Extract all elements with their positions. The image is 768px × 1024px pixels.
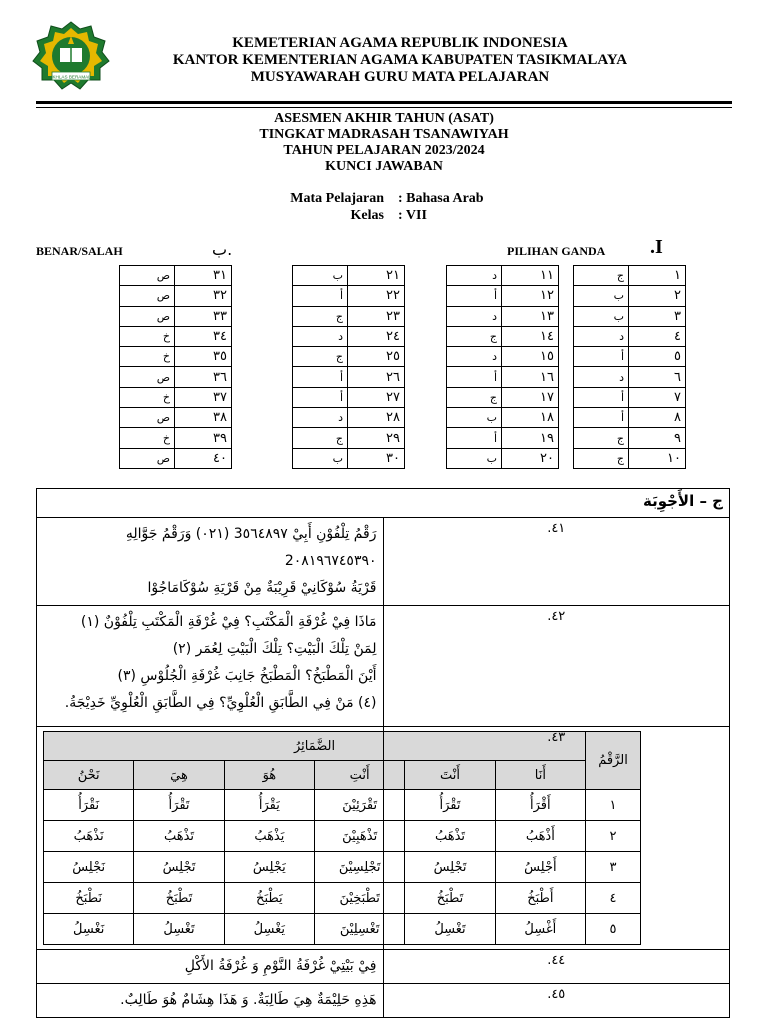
- question-number: ٣٣: [175, 306, 232, 326]
- pronoun-header: أَنْتَ: [405, 761, 495, 790]
- question-number: ١: [629, 266, 686, 286]
- question-number: ٧: [629, 387, 686, 407]
- essay-answer-table: [36, 488, 730, 1018]
- question-number: ٥: [629, 347, 686, 367]
- verb-form: أَذْهَبُ: [495, 821, 585, 852]
- question-number: ١٣: [502, 306, 559, 326]
- answer-row: [574, 286, 686, 306]
- answer-grid-31-40: [119, 265, 232, 469]
- answer-row: [447, 428, 559, 448]
- row-number: ٥: [586, 914, 641, 945]
- verb-form: تَطْبَخُ: [405, 883, 495, 914]
- row-number: ٢: [586, 821, 641, 852]
- answer-row: [447, 408, 559, 428]
- answer-row: [293, 448, 405, 468]
- question-number: ٢١: [348, 266, 405, 286]
- section-b-letter: ب.: [212, 240, 233, 259]
- class-value: : VII: [398, 208, 427, 223]
- q41-line-1: رَقْمُ تِلْفُوْنِ أَبِيْ 3٥٦٤٨٩٧ (٠٢١) وَرَقْمُ جَوَّالِهِ 2٠٨١٩٦٧٤٥٣٩٠: [125, 526, 377, 569]
- answer-letter: د: [447, 306, 502, 326]
- answer-row: [120, 326, 232, 346]
- verb-form: نَذْهَبُ: [44, 821, 134, 852]
- question-number: ١٢: [502, 286, 559, 306]
- verb-form: نَطْبَخُ: [44, 883, 134, 914]
- header-rule-thick: [36, 101, 732, 104]
- title-line-4: KUNCI JAWABAN: [325, 159, 443, 174]
- answer-row: [293, 266, 405, 286]
- verb-form: تَذْهَبُ: [405, 821, 495, 852]
- answer-row: [293, 306, 405, 326]
- question-number: ٣٩: [175, 428, 232, 448]
- answer-row: [574, 387, 686, 407]
- essay-heading: ج – الأَجْوِبَة: [37, 489, 730, 518]
- answer-row: [447, 306, 559, 326]
- answer-letter: ب: [447, 448, 502, 468]
- answer-letter: د: [447, 266, 502, 286]
- q41-number: .٤١: [383, 518, 730, 606]
- answer-grid-1-10: [573, 265, 686, 469]
- answer-letter: خ: [120, 428, 175, 448]
- answer-grid-11-20: [446, 265, 559, 469]
- question-number: ٣٢: [175, 286, 232, 306]
- question-number: ٢٩: [348, 428, 405, 448]
- q44-text: فِيْ بَيْتِيْ غُرْفَةُ النَّوْمِ وَ غُرْفَةُ الأَكْلِ: [184, 958, 377, 974]
- answer-row: [293, 387, 405, 407]
- answer-row: [574, 266, 686, 286]
- question-number: ٣٥: [175, 347, 232, 367]
- verb-form: تَجْلِسُ: [134, 852, 224, 883]
- answer-letter: ج: [574, 428, 629, 448]
- answer-letter: د: [293, 408, 348, 428]
- answer-letter: ج: [447, 387, 502, 407]
- answer-letter: ب: [574, 306, 629, 326]
- question-number: ١٩: [502, 428, 559, 448]
- answer-letter: أ: [574, 387, 629, 407]
- question-number: ٤: [629, 326, 686, 346]
- header-rule-thin: [36, 107, 732, 108]
- answer-row: [574, 326, 686, 346]
- answer-letter: ص: [120, 408, 175, 428]
- answer-letter: د: [574, 367, 629, 387]
- answer-row: [447, 387, 559, 407]
- verb-form: تَغْسِلِيْنَ: [315, 914, 405, 945]
- verb-form: يَغْسِلُ: [224, 914, 314, 945]
- answer-row: [574, 347, 686, 367]
- dhamair-header: الضَّمَائِرُ: [44, 732, 586, 761]
- verb-form: أَطْبَخُ: [495, 883, 585, 914]
- answer-grid-21-30: [292, 265, 405, 469]
- verb-form: تَغْسِلُ: [405, 914, 495, 945]
- question-number: ٨: [629, 408, 686, 428]
- answer-row: [447, 448, 559, 468]
- question-number: ٣٠: [348, 448, 405, 468]
- answer-row: [574, 428, 686, 448]
- verb-form: يَذْهَبُ: [224, 821, 314, 852]
- answer-row: [120, 428, 232, 448]
- q45-number: .٤٥: [383, 984, 730, 1018]
- answer-letter: أ: [293, 367, 348, 387]
- section-b-label: BENAR/SALAH: [36, 244, 123, 258]
- verb-form: نَجْلِسُ: [44, 852, 134, 883]
- section-a-label: PILIHAN GANDA: [507, 244, 606, 258]
- q44-number: .٤٤: [383, 950, 730, 984]
- question-number: ٣٨: [175, 408, 232, 428]
- answer-letter: ب: [293, 448, 348, 468]
- question-number: ٩: [629, 428, 686, 448]
- question-number: ٤٠: [175, 448, 232, 468]
- question-number: ٢٠: [502, 448, 559, 468]
- answer-row: [293, 326, 405, 346]
- question-number: ٣٤: [175, 326, 232, 346]
- question-number: ١٠: [629, 448, 686, 468]
- answer-letter: ص: [120, 266, 175, 286]
- q41-line-2: قَرْيَةُ سُوْكَانِيْ قَرِيْبَةٌ مِنْ قَرْيَةِ سُوْكَامَاجُوْا: [147, 580, 377, 596]
- subject-label: Mata Pelajaran: [290, 191, 384, 206]
- section-a-roman: .I: [650, 236, 663, 258]
- question-number: ٣١: [175, 266, 232, 286]
- question-number: ٣٧: [175, 387, 232, 407]
- question-number: ٢: [629, 286, 686, 306]
- ministry-logo: [30, 20, 112, 92]
- answer-row: [574, 306, 686, 326]
- verb-form: تَطْبَخِيْنَ: [315, 883, 405, 914]
- title-line-1: ASESMEN AKHIR TAHUN (ASAT): [274, 111, 494, 126]
- answer-letter: ج: [293, 306, 348, 326]
- answer-row: [120, 367, 232, 387]
- header-line-2: KANTOR KEMENTERIAN AGAMA KABUPATEN TASIKMALAYA: [172, 52, 628, 68]
- class-label: Kelas: [350, 208, 384, 223]
- verb-form: نَغْسِلُ: [44, 914, 134, 945]
- answer-letter: ب: [574, 286, 629, 306]
- answer-row: [574, 367, 686, 387]
- answer-row: [120, 286, 232, 306]
- verb-form: تَجْلِسِيْنَ: [315, 852, 405, 883]
- answer-row: [120, 448, 232, 468]
- answer-row: [574, 408, 686, 428]
- verb-form: تَقْرَئِيْنَ: [315, 790, 405, 821]
- verb-form: تَذْهَبُ: [134, 821, 224, 852]
- answer-row: [447, 266, 559, 286]
- answer-row: [447, 367, 559, 387]
- logo-caption: IKHLAS BERAMAL: [51, 74, 91, 80]
- q42-line-3: أَيْنَ الْمَطْبَخُ؟ الْمَطْبَخُ جَانِبَ غُرْفَةِ الْجُلُوْسِ (٣): [117, 668, 377, 684]
- pronoun-header: أَنْتِ: [315, 761, 405, 790]
- question-number: ٢٢: [348, 286, 405, 306]
- pronoun-header: أَنَا: [495, 761, 585, 790]
- subject-value: : Bahasa Arab: [398, 191, 484, 206]
- answer-row: [120, 266, 232, 286]
- answer-letter: ج: [574, 448, 629, 468]
- answer-letter: ج: [293, 347, 348, 367]
- answer-letter: أ: [293, 286, 348, 306]
- verb-form: يَجْلِسُ: [224, 852, 314, 883]
- answer-letter: د: [574, 326, 629, 346]
- question-number: ١١: [502, 266, 559, 286]
- answer-letter: خ: [120, 347, 175, 367]
- answer-row: [447, 347, 559, 367]
- answer-letter: أ: [574, 408, 629, 428]
- answer-row: [293, 347, 405, 367]
- answer-letter: ب: [293, 266, 348, 286]
- raqm-header: الرَّقْمُ: [586, 732, 641, 790]
- verb-form: تَجْلِسُ: [405, 852, 495, 883]
- header-line-3: MUSYAWARAH GURU MATA PELAJARAN: [250, 69, 550, 85]
- question-number: ١٨: [502, 408, 559, 428]
- answer-letter: أ: [447, 428, 502, 448]
- title-line-2: TINGKAT MADRASAH TSANAWIYAH: [259, 127, 509, 142]
- question-number: ٣: [629, 306, 686, 326]
- question-number: ٢٧: [348, 387, 405, 407]
- q42-line-4: (٤) مَنْ فِي الطَّابَقِ الْعُلْوِيِّ؟ فِي الطَّابَقِ الْعُلْوِيِّ خَدِيْجَةُ.: [64, 695, 377, 711]
- pronoun-header: هُوَ: [224, 761, 314, 790]
- answer-letter: أ: [293, 387, 348, 407]
- answer-letter: أ: [574, 347, 629, 367]
- answer-letter: أ: [447, 286, 502, 306]
- answer-letter: ص: [120, 306, 175, 326]
- question-number: ٢٦: [348, 367, 405, 387]
- answer-row: [447, 286, 559, 306]
- answer-row: [120, 306, 232, 326]
- question-number: ٣٦: [175, 367, 232, 387]
- verb-form: أَجْلِسُ: [495, 852, 585, 883]
- answer-letter: خ: [120, 326, 175, 346]
- verb-form: يَطْبَخُ: [224, 883, 314, 914]
- question-number: ٢٣: [348, 306, 405, 326]
- answer-letter: د: [447, 347, 502, 367]
- answer-letter: ص: [120, 286, 175, 306]
- question-number: ٢٥: [348, 347, 405, 367]
- pronoun-header: نَحْنُ: [44, 761, 134, 790]
- q45-text: هَذِهِ حَلِيْمَةٌ هِيَ طَالِبَةٌ. وَ هَذَا هِشَامٌ هُوَ طَالِبٌ.: [120, 992, 377, 1008]
- verb-form: نَقْرَأُ: [44, 790, 134, 821]
- answer-letter: ج: [293, 428, 348, 448]
- question-number: ١٦: [502, 367, 559, 387]
- verb-form: أَغْسِلُ: [495, 914, 585, 945]
- question-number: ١٧: [502, 387, 559, 407]
- verb-form: تَغْسِلُ: [134, 914, 224, 945]
- answer-letter: ص: [120, 448, 175, 468]
- verb-form: تَذْهَبِيْنَ: [315, 821, 405, 852]
- answer-letter: ج: [574, 266, 629, 286]
- question-number: ٢٨: [348, 408, 405, 428]
- question-number: ١٥: [502, 347, 559, 367]
- answer-letter: ج: [447, 326, 502, 346]
- answer-row: [120, 387, 232, 407]
- answer-row: [293, 367, 405, 387]
- answer-letter: ص: [120, 367, 175, 387]
- answer-row: [447, 326, 559, 346]
- answer-letter: أ: [447, 367, 502, 387]
- answer-letter: خ: [120, 387, 175, 407]
- q43-number: .٤٣: [383, 727, 730, 950]
- q42-number: .٤٢: [383, 606, 730, 727]
- answer-letter: د: [293, 326, 348, 346]
- answer-row: [293, 286, 405, 306]
- q42-line-2: لِمَنْ تِلْكَ الْبَيْتِ؟ تِلْكَ الْبَيْتِ لِعُمَر (٢): [172, 641, 377, 657]
- q42-line-1: مَاذَا فِيْ غُرْفَةِ الْمَكْتَبِ؟ فِيْ غُرْفَةِ الْمَكْتَبِ تِلْفُوْنٌ (١): [80, 614, 377, 630]
- verb-form: أَقْرَأُ: [495, 790, 585, 821]
- answer-row: [574, 448, 686, 468]
- pronoun-header: هِيَ: [134, 761, 224, 790]
- verb-form: تَطْبَخُ: [134, 883, 224, 914]
- question-number: ١٤: [502, 326, 559, 346]
- question-number: ٦: [629, 367, 686, 387]
- answer-row: [120, 408, 232, 428]
- row-number: ١: [586, 790, 641, 821]
- header-line-1: KEMETERIAN AGAMA REPUBLIK INDONESIA: [232, 35, 568, 51]
- verb-form: تَقْرَأُ: [405, 790, 495, 821]
- row-number: ٤: [586, 883, 641, 914]
- answer-letter: ب: [447, 408, 502, 428]
- row-number: ٣: [586, 852, 641, 883]
- answer-row: [120, 347, 232, 367]
- verb-form: يَقْرَأُ: [224, 790, 314, 821]
- answer-row: [293, 428, 405, 448]
- verb-form: تَقْرَأُ: [134, 790, 224, 821]
- answer-row: [293, 408, 405, 428]
- question-number: ٢٤: [348, 326, 405, 346]
- title-line-3: TAHUN PELAJARAN 2023/2024: [283, 143, 485, 158]
